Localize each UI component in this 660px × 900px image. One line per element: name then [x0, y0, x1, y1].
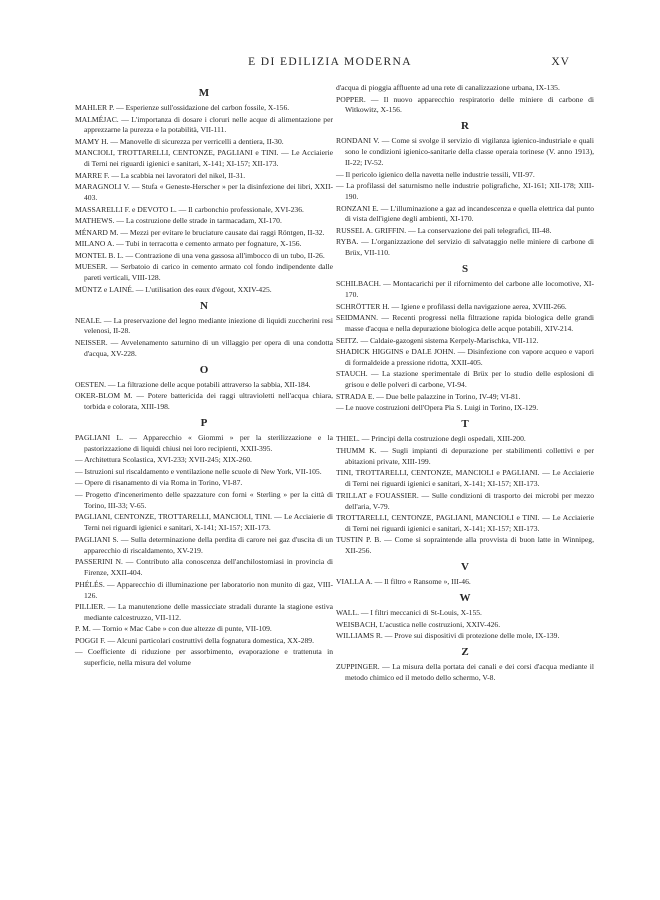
page-number: XV: [551, 56, 570, 68]
section-letter: M: [198, 87, 210, 99]
index-entry: PAGLIANI, CENTONZE, TROTTARELLI, MANCIOLI, TINI. — Le Acciaierie di Terni nei riguardi igienici e sanitari, X-141; XI-157; XII-173.: [75, 512, 333, 533]
index-entry: WILLIAMS R. — Prove sui dispositivi di protezione delle mole, IX-139.: [336, 631, 560, 641]
index-entry: POGGI F. — Alcuni particolari costruttivi della fognatura domestica, XX-289.: [75, 635, 314, 645]
index-entry: MATHEWS. — La costruzione delle strade in tarmacadam, XI-170.: [75, 216, 282, 226]
index-entry: TRILLAT e FOUASSIER. — Sulle condizioni di trasporto dei microbi per mezzo dell'aria, V-79.: [336, 490, 594, 511]
section-letter: R: [461, 120, 469, 133]
running-title: E DI EDILIZIA MODERNA: [248, 56, 412, 68]
index-entry: SEITZ. — Caldaie-gazogeni sistema Kerpely-Marischka, VII-112.: [336, 335, 539, 345]
index-entry: RYBA. — L'organizzazione del servizio di salvataggio nelle miniere di carbone di Brüx, VII-110.: [336, 237, 594, 258]
index-entry: MÜNTZ e LAINÉ. — L'utilisation des eaux d'égout, XXIV-425.: [75, 284, 272, 294]
index-entry: NEISSER. — Avvelenamento saturnino di un villaggio per opera di una condotta d'acqua, XV-228.: [75, 337, 333, 358]
index-entry: MÉNARD M. — Mezzi per evitare le bruciature causate dai raggi Röntgen, II-32.: [75, 227, 325, 237]
index-entry: SHADICK HIGGINS e DALE JOHN. — Disinfezione con vapore acqueo e vapori di formaldeide a pressione ridotta, XXII-405.: [336, 347, 594, 367]
section-letter: W: [459, 592, 471, 605]
index-entry: STRADA E. — Due belle palazzine in Torino, IV-49; VI-81.: [336, 391, 521, 401]
index-entry: PILLIER. — La manutenzione delle massicciate stradali durante la stagione estiva mediante calcestruzzo, VII-112.: [75, 602, 333, 622]
index-entry: PAGLIANI S. — Sulla determinazione della perdita di carore nei gaz d'uscita di un apparecchio di riscaldamento, XV-219.: [75, 534, 333, 555]
index-entry: MALMÉJAC. — L'importanza di dosare i cloruri nelle acque di alimentazione per apprezzarne la purezza e la potabilità, VII-111.: [75, 114, 333, 135]
index-entry: SCHRÖTTER H. — Igiene e profilassi della navigazione aerea, XVIII-266.: [336, 301, 567, 311]
section-letter: O: [199, 363, 209, 376]
index-entry: TUSTIN P. B. — Come si sopraintende alla provvista di buon latte in Winnipeg, XII-256.: [336, 535, 594, 556]
index-entry: ZUPPINGER. — La misura della portata dei canali e dei corsi d'acqua mediante il metodo chimico ed il metodo dello schermo, V-8.: [336, 662, 594, 682]
section-letter: T: [461, 418, 469, 431]
section-letter: P: [200, 417, 208, 430]
index-entry: OKER-BLOM M. — Potere battericida dei raggi ultravioletti nell'acqua chiara, torbida e colorata, XIII-198.: [75, 391, 333, 412]
left-column: [75, 83, 333, 670]
index-entry: MUESER. — Serbatoio di carico in cemento armato col fondo indipendente dalle pareti verticali, VIII-128.: [75, 262, 333, 283]
index-entry: POPPER. — Il nuovo apparecchio respiratorio delle miniere di carbone di Witkowitz, X-156.: [336, 94, 594, 115]
index-entry: SCHILBACH. — Montacarichi per il rifornimento del carbone alle locomotive, XI-170.: [336, 279, 594, 300]
index-entry: MANCIOLI, TROTTARELLI, CENTONZE, PAGLIANI e TINI. — Le Acciaierie di Terni nei riguardi igienici e sanitari, X-141; XI-157; XII-173.: [75, 148, 333, 169]
section-letter: V: [461, 561, 469, 574]
index-entry: SEIDMANN. — Recenti progressi nella filtrazione rapida biologica delle grandi masse d'acqua e nella depurazione biologica delle acque potabili, XIV-214.: [336, 313, 594, 334]
index-entry: — Progetto d'incenerimento delle spazzature con forni « Sterling » per la città di Torino, III-33; V-65.: [75, 489, 333, 510]
index-entry: STAUCH. — La stazione sperimentale di Brüx per lo studio delle esplosioni di grisou e delle polveri di carbone, VI-94.: [336, 369, 594, 390]
index-entry: MARAGNOLI V. — Stufa « Geneste-Herscher » per la disinfezione dei libri, XXII-403.: [75, 182, 333, 203]
index-entry: — Il pericolo igienico della navetta nelle industrie tessili, VII-97.: [336, 169, 535, 179]
index-entry: VIALLA A. — Il filtro « Ransome », III-46.: [336, 577, 471, 587]
index-entry: MASSARELLI F. e DEVOTO L. — Il carbonchio professionale, XVI-236.: [75, 204, 304, 214]
index-entry: MAMY H. — Manovelle di sicurezza per verricelli a dentiera, II-30.: [75, 136, 284, 146]
index-entry: — Coefficiente di riduzione per assorbimento, evaporazione e trattenuta in superficie, nella misura del volume: [75, 647, 333, 668]
index-entry-continuation: d'acqua di pioggia affluente ad una rete di canalizzazione urbana, IX-135.: [336, 83, 560, 92]
index-entry: — Opere di risanamento di via Roma in Torino, VI-87.: [75, 478, 243, 488]
index-entry: NEALE. — La preservazione del legno mediante iniezione di liquidi zuccherini resi velenosi, II-28.: [75, 315, 333, 336]
right-column: [336, 83, 594, 684]
index-entry: — Istruzioni sul riscaldamento e ventilazione nelle scuole di New York, VII-105.: [75, 466, 322, 476]
index-entry: RONDANI V. — Come si svolge il servizio di vigilanza igienico-industriale e quali sono le condizioni igienico-sanitarie della classe operaia torinese (V. anno 1913), II-22; IV-52.: [336, 136, 594, 168]
index-entry: TROTTARELLI, CENTONZE, PAGLIANI, MANCIOLI e TINI. — Le Acciaierie di Terni nei riguardi igienici e sanitari, X-141; XI-157; XII-173.: [336, 513, 594, 533]
index-entry: — La profilassi del saturnismo nelle industrie poligrafiche, XI-161; XII-178; XIII-190.: [336, 181, 594, 202]
index-entry: PHÉLÉS. — Apparecchio di illuminazione per laboratorio non munito di gaz, VIII-126.: [75, 579, 333, 600]
index-entry: MARRE F. — La scabbia nei lavoratori del nikel, II-31.: [75, 170, 246, 180]
index-entry: THIEL. — Principi della costruzione degli ospedali, XIII-200.: [336, 434, 526, 444]
index-entry: PAGLIANI L. — Apparecchio « Giommi » per la sterilizzazione e la pastorizzazione di liquidi chiusi nei loro recipienti, XXII-395.: [75, 433, 333, 453]
index-entry: THUMM K. — Sugli impianti di depurazione per stabilimenti collettivi e per abitazioni private, XIII-199.: [336, 445, 594, 466]
index-entry: WALL. — I filtri meccanici di St-Louis, X-155.: [336, 608, 482, 618]
index-entry: MONTEL B. L. — Contrazione di una vena gassosa all'imbocco di un tubo, II-26.: [75, 250, 325, 260]
section-letter: N: [200, 299, 208, 312]
index-entry: TINI, TROTTARELLI, CENTONZE, MANCIOLI e PAGLIANI. — Le Acciaierie di Terni nei riguardi igienici e sanitari, X-141; XI-157; XII-173.: [336, 468, 594, 489]
section-letter: S: [461, 263, 469, 276]
index-entry: RUSSEL A. GRIFFIN. — La conservazione dei pali telegrafici, III-48.: [336, 225, 552, 235]
section-letter: Z: [461, 646, 469, 659]
index-entry: P. M. — Tornio « Mac Cabe » con due altezze di punte, VII-109.: [75, 624, 272, 634]
page-header: [0, 52, 660, 72]
index-entry: — Architettura Scolastica, XVI-233; XVII-245; XIX-260.: [75, 455, 252, 465]
index-entry: MILANO A. — Tubi in terracotta e cemento armato per fognature, X-156.: [75, 239, 302, 249]
index-entry: — Le nuove costruzioni dell'Opera Pia S. Luigi in Torino, IX-129.: [336, 403, 539, 413]
index-entry: RONZANI E. — L'illuminazione a gaz ad incandescenza e quella elettrica dal punto di vista dell'igiene degli ambienti, XI-170.: [336, 203, 594, 224]
index-entry: MAHLER P. — Esperienze sull'ossidazione del carbon fossile, X-156.: [75, 103, 290, 112]
index-entry: WEISBACH, L'acustica nelle costruzioni, XXIV-426.: [336, 619, 501, 629]
index-entry: PASSERINI N. — Contributo alla conoscenza dell'anchilostomiasi in provincia di Firenze, XXII-404.: [75, 557, 333, 578]
index-entry: OESTEN. — La filtrazione delle acque potabili attraverso la sabbia, XII-184.: [75, 379, 311, 389]
